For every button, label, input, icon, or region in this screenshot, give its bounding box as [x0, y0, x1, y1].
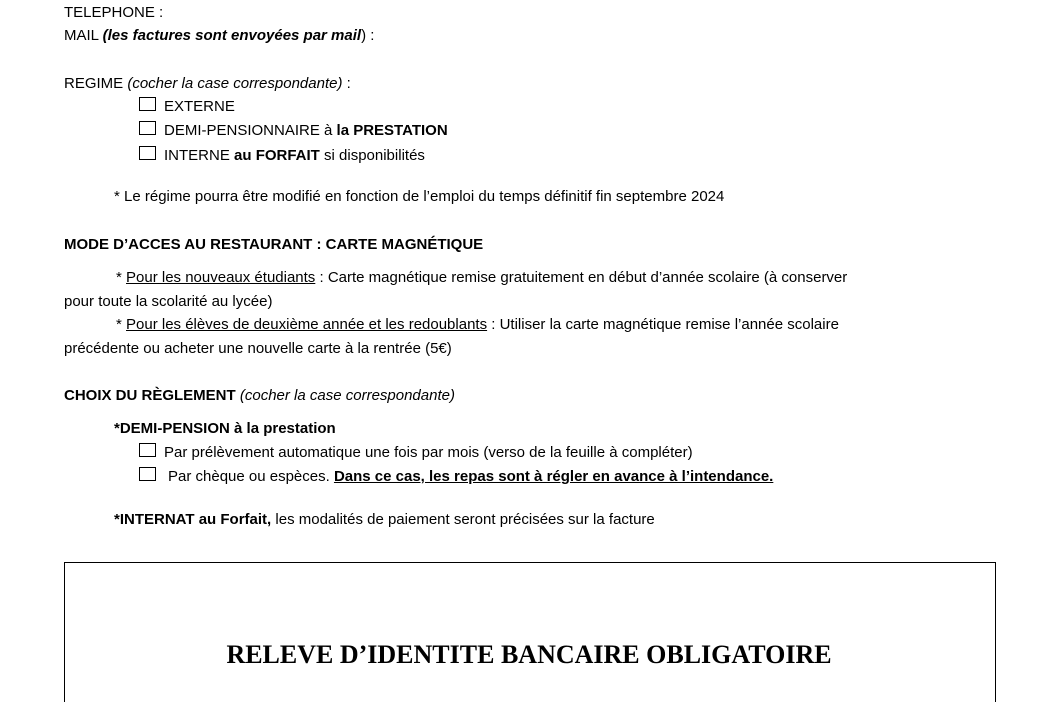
regime-hint: (cocher la case correspondante) — [127, 75, 343, 92]
acces-p1-rest: : Carte magnétique remise gratuitement en début d’année scolaire (à conserver — [315, 269, 848, 286]
cheque-especes-text: Par chèque ou espèces. — [168, 468, 334, 485]
regime-label — [64, 75, 351, 93]
regime-opt3-rest: si disponibilités — [319, 147, 425, 164]
telephone-label: TELEPHONE : — [64, 4, 164, 21]
regime-externe-checkbox[interactable] — [139, 97, 156, 111]
acces-p1-line2: pour toute la scolarité au lycée) — [64, 293, 273, 310]
regime-opt3-bold: au FORFAIT — [234, 147, 320, 164]
acces-p1 — [116, 269, 847, 287]
mail-note: (les factures sont envoyées par mail — [102, 27, 362, 44]
internat-line — [114, 511, 655, 529]
acces-heading: MODE D’ACCES AU RESTAURANT : CARTE MAGNÉTIQUE — [64, 236, 484, 253]
regime-opt3-text: INTERNE — [164, 147, 235, 164]
internat-rest: les modalités de paiement seront précisées sur la facture — [271, 511, 655, 528]
cheque-especes-warning: Dans ce cas, les repas sont à régler en avance à l’intendance. — [333, 468, 774, 485]
prelevement-checkbox[interactable] — [139, 443, 156, 457]
regime-interne-checkbox[interactable] — [139, 146, 156, 160]
mail-colon: : — [366, 27, 375, 44]
regime-opt2-bold: la PRESTATION — [336, 122, 448, 139]
mail-label: MAIL — [64, 27, 103, 44]
regime-colon: : — [342, 75, 351, 92]
regime-opt1-text: EXTERNE — [164, 98, 235, 115]
acces-p1-underlined: Pour les nouveaux étudiants — [126, 269, 316, 286]
mail-line — [64, 27, 374, 45]
regime-interne-label — [164, 147, 425, 165]
acces-p2-star: * — [116, 316, 127, 333]
prelevement-label: Par prélèvement automatique une fois par mois (verso de la feuille à compléter) — [164, 444, 693, 461]
regime-demi-pension-label — [164, 122, 448, 140]
demi-pension-title: *DEMI-PENSION à la prestation — [114, 420, 336, 437]
acces-p2-rest: : Utiliser la carte magnétique remise l’année scolaire — [487, 316, 839, 333]
acces-p2-line2: précédente ou acheter une nouvelle carte à la rentrée (5€) — [64, 340, 452, 357]
cheque-especes-checkbox[interactable] — [139, 467, 156, 481]
acces-p2 — [116, 316, 839, 334]
acces-p2-underlined: Pour les élèves de deuxième année et les redoublants — [126, 316, 488, 333]
reglement-heading: CHOIX DU RÈGLEMENT — [64, 387, 236, 404]
regime-demi-pension-checkbox[interactable] — [139, 121, 156, 135]
regime-note: * Le régime pourra être modifié en fonction de l’emploi du temps définitif fin septembre 2024 — [114, 188, 725, 205]
reglement-heading-line — [64, 387, 455, 405]
mail-note-close: ) — [361, 27, 367, 44]
rib-title: RELEVE D’IDENTITE BANCAIRE OBLIGATOIRE — [226, 640, 832, 669]
reglement-hint: (cocher la case correspondante) — [235, 387, 455, 404]
internat-bold: *INTERNAT au Forfait, — [114, 511, 272, 528]
regime-externe-label — [164, 98, 235, 116]
regime-opt2-text: DEMI-PENSIONNAIRE à — [164, 122, 337, 139]
cheque-especes-label — [168, 468, 773, 486]
rib-box — [64, 562, 996, 702]
regime-title: REGIME — [64, 75, 128, 92]
acces-p1-star: * — [116, 269, 127, 286]
